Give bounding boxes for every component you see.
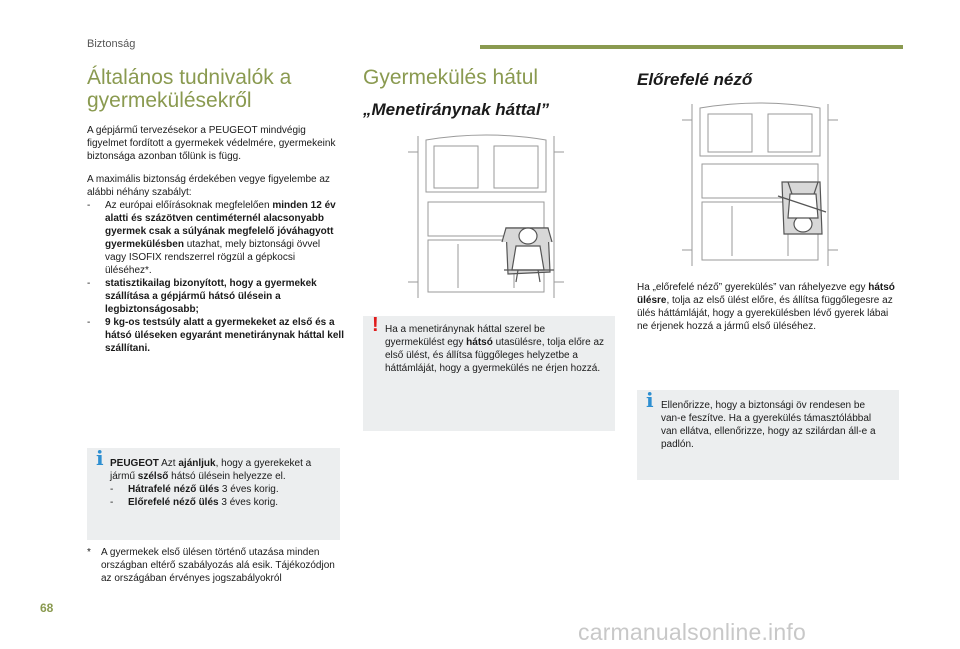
rule-text: Az európai előírásoknak megfelelően xyxy=(105,200,273,211)
text: , tolja az első ülést előre, és állítsa függőlegesre az ülés háttámláját, hogy a gyerekülésben lévő gyerek lábai ne érjenek hozzá a jármű első üléséhez. xyxy=(637,295,893,332)
rule-bold: minden 12 év alatti és százötven centiméternél alacsonyabb gyermek csak a súlyának megfelelő jóváhagyott gyermekülésben xyxy=(105,200,336,250)
brand: PEUGEOT xyxy=(110,458,159,469)
text: utasülésre, tolja előre az első ülést, és állítsa függőleges helyzetbe a háttámláját, hogy a gyermekülés ne érjen hozzá. xyxy=(385,337,604,374)
text: , hogy a gyerekeket a jármű xyxy=(110,458,312,482)
forward-facing-seat-illustration xyxy=(672,100,848,272)
bold: ajánljuk xyxy=(178,458,216,469)
dash: - xyxy=(87,317,91,328)
bold: hátsó ülésre xyxy=(637,282,895,306)
section-label: Biztonság xyxy=(87,38,136,50)
rule-bold: 9 kg-os testsúly alatt a gyermekeket az első és a hátsó üléseken egyaránt menetiránynak háttal kell szállítani. xyxy=(105,317,344,354)
rear-facing-subtitle: „Menetiránynak háttal” xyxy=(363,100,550,119)
watermark: carmanualsonline.info xyxy=(578,619,806,645)
rules-list xyxy=(87,199,344,355)
rules-intro: A maximális biztonság érdekében vegye figyelembe az alábbi néhány szabályt: xyxy=(87,174,330,198)
general-info-title xyxy=(87,66,344,112)
recommendation-list xyxy=(110,483,334,509)
rear-seat-column xyxy=(363,62,617,120)
title-line-1: Általános tudnivalók a xyxy=(87,66,292,89)
info-icon: i xyxy=(96,446,104,470)
rear-facing-warning-box xyxy=(363,316,615,431)
footnote-text: A gyermekek első ülésen történő utazása minden országban eltérő szabályozás alá esik. Tájékozódjon az országában érvényes jogszabályokról xyxy=(101,547,335,584)
header-rule xyxy=(480,45,903,49)
text: 3 éves korig. xyxy=(218,497,279,508)
rule-item xyxy=(87,316,344,355)
dash: - xyxy=(87,278,91,289)
intro-paragraph: A gépjármű tervezésekor a PEUGEOT mindvégig figyelmet fordított a gyermekek védelmére, gyermekeink biztonsága azonban tőlünk is függ. xyxy=(87,125,336,162)
belt-check-info-box xyxy=(637,390,899,480)
info-icon: i xyxy=(646,388,654,412)
bold: szélső xyxy=(137,471,169,482)
rule-bold: statisztikailag bizonyított, hogy a gyermekek szállítása a gépjármű hátsó ülésein a legbiztonságosabb; xyxy=(105,278,317,315)
dash: - xyxy=(87,200,91,211)
bold: hátsó xyxy=(466,337,493,348)
warning-icon: ! xyxy=(372,314,379,336)
rule-text: utazhat, mely biztonsági övvel vagy ISOFIX rendszerrel rögzül a gépkocsi üléséhez*. xyxy=(105,239,321,276)
text: 3 éves korig. xyxy=(219,484,279,495)
rule-item xyxy=(87,277,344,316)
forward-facing-text xyxy=(637,281,899,333)
recommendation-item xyxy=(110,496,334,509)
text: Ha a menetiránynak háttal szerel be gyermekülést egy xyxy=(385,324,546,348)
general-info-column xyxy=(87,62,344,355)
recommendation-item xyxy=(110,483,334,496)
rear-facing-seat-illustration xyxy=(398,132,574,304)
footnote xyxy=(87,546,344,585)
footnote-star: * xyxy=(87,547,91,558)
rear-seat-title: Gyermekülés hátul xyxy=(363,66,539,89)
belt-check-text: Ellenőrizze, hogy a biztonsági öv rendesen be van-e feszítve. Ha a gyerekülés támasztólábbal van ellátva, ellenőrizze, hogy az szilárdan áll-e a padlón. xyxy=(661,400,876,450)
warning-text xyxy=(385,323,607,375)
forward-facing-title: Előrefelé néző xyxy=(637,70,753,89)
text: Azt xyxy=(158,458,179,469)
text: Ha „előrefelé néző” gyerekülés” van ráhelyezve egy xyxy=(637,282,869,293)
forward-facing-paragraph xyxy=(637,281,899,333)
dash: - xyxy=(110,497,114,508)
recommendation-text xyxy=(110,457,334,483)
recommendation-info-box xyxy=(87,448,340,540)
page-number: 68 xyxy=(40,601,54,615)
title-line-2: gyermekülésekről xyxy=(87,89,252,112)
bold: Hátrafelé néző ülés xyxy=(128,484,220,495)
text: hátsó ülésein helyezze el. xyxy=(168,471,286,482)
dash: - xyxy=(110,484,114,495)
bold: Előrefelé néző ülés xyxy=(128,497,219,508)
forward-facing-column xyxy=(637,62,899,90)
rule-item xyxy=(87,199,344,277)
